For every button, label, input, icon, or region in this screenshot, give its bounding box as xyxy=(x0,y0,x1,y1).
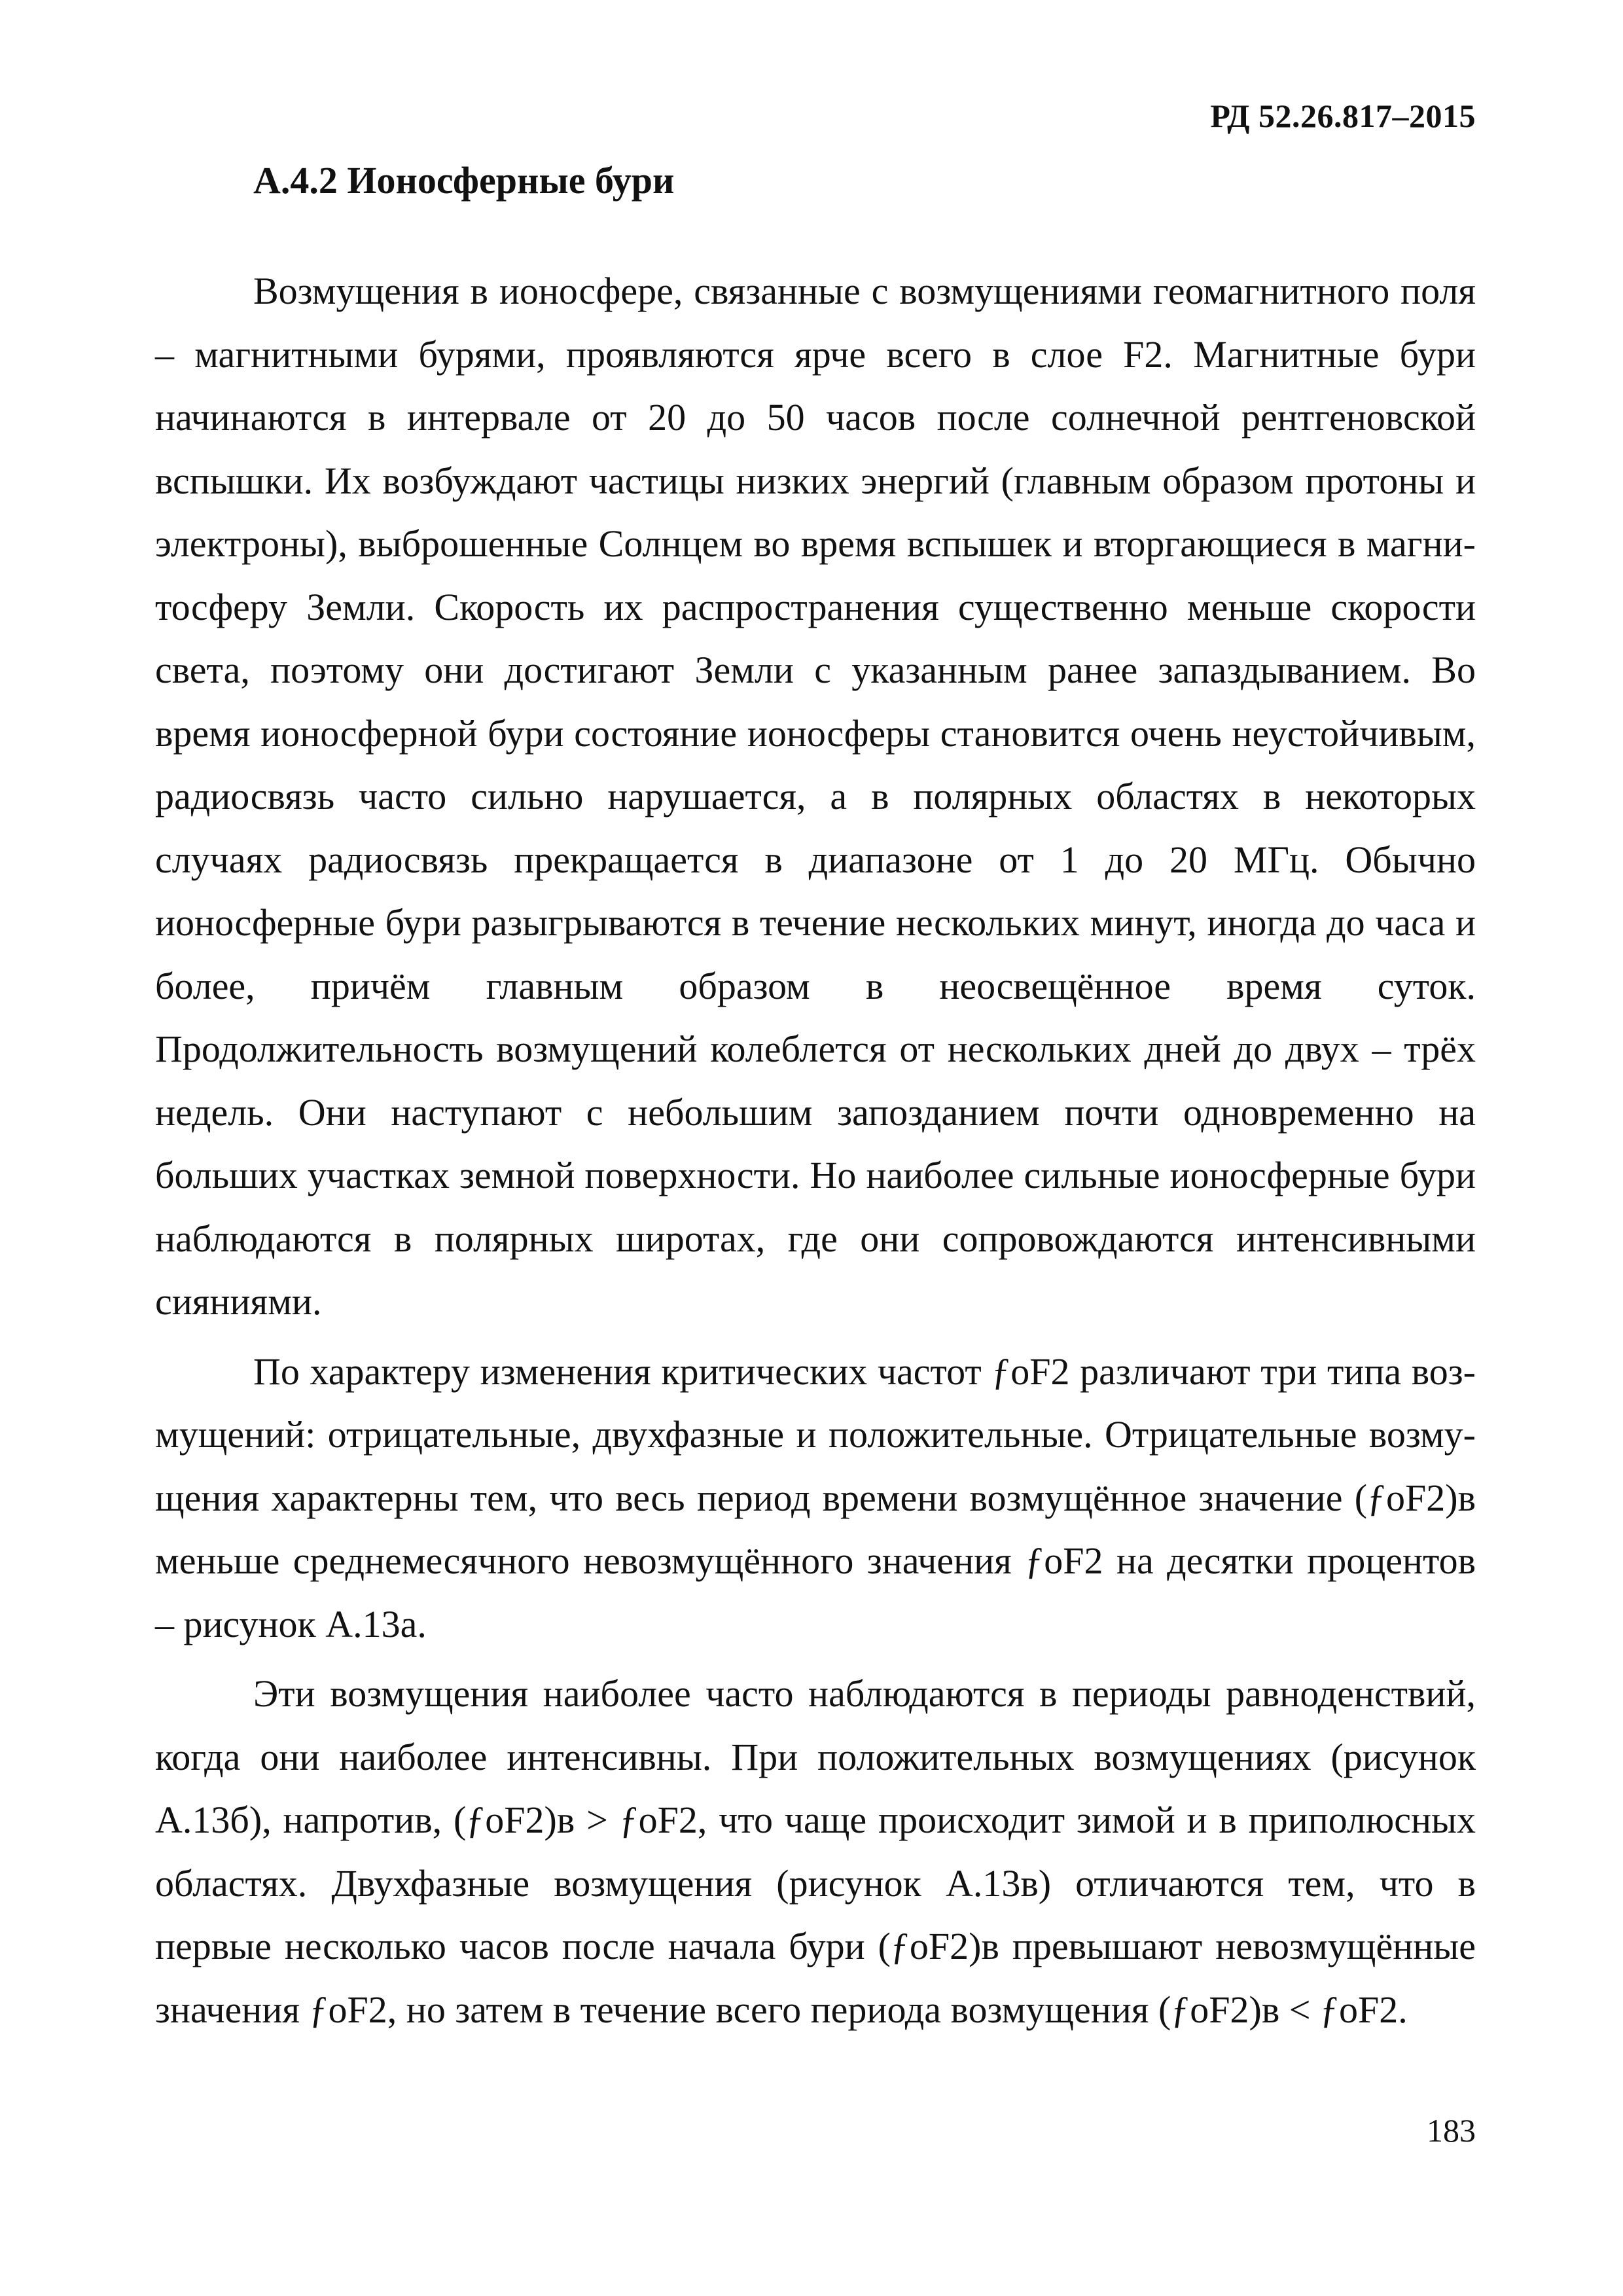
paragraph-ionospheric-disturbances: Возмущения в ионосфере, связанные с возмущениями геомагнитного поля – магнитными бурями, проявляются ярче всего в слое F2. Магнитные бури начинаются в интервале от 20 до 50 часов после солнечной рентгеновской вспышки. Их возбуждают частицы низких энергий (главным образом протоны и электроны), выброшенные Солнцем во время вспышек и вторгающиеся в магнитосферу Земли. Скорость их распространения существенно меньше скорости света, поэтому они достигают Земли с указанным ранее запаздыванием. Во время ионосферной бури состояние ионосферы становится очень неустойчивым, радиосвязь часто сильно нарушается, а в полярных областях в некоторых случаях радиосвязь прекращается в диапазоне от 1 до 20 МГц. Обычно ионосферные бури разыгрываются в течение нескольких минут, иногда до часа и более, причём главным образом в неосвещённое время суток. Продолжительность возмущений колеблется от нескольких дней до двух – трёх недель. Они наступают с небольшим запозданием почти одновременно на больших участках земной поверхности. Но наиболее сильные ионосферные бури наблюдаются в полярных широтах, где они сопровождаются интенсивными сияниями. xyxy=(155,270,1476,1323)
page-number: 183 xyxy=(1427,2112,1476,2149)
paragraph-disturbance-types: По характеру изменения критических частот ƒoF2 различают три типа возмущений: отрицательные, двухфазные и положительные. Отрицательные возмущения характерны тем, что весь период времени возмущённое значение (ƒoF2)в меньше среднемесячного невозмущённого значения ƒoF2 на десятки процентов – рисунок А.13а. xyxy=(155,1350,1476,1645)
document-code: РД 52.26.817–2015 xyxy=(1210,98,1476,134)
paragraph-equinox-disturbances: Эти возмущения наиболее часто наблюдаются в периоды равноденствий, когда они наиболее интенсивны. При положительных возмущениях (рисунок А.13б), напротив, (ƒoF2)в > ƒoF2, что чаще происходит зимой и в приполюсных областях. Двухфазные возмущения (рисунок А.13в) отличаются тем, что в первые несколько часов после начала бури (ƒoF2)в превышают невозмущённые значения ƒoF2, но затем в течение всего периода возмущения (ƒoF2)в < ƒoF2. xyxy=(155,1672,1476,2031)
section-title: А.4.2 Ионосферные бури xyxy=(253,159,675,202)
body-text xyxy=(155,260,1476,2048)
